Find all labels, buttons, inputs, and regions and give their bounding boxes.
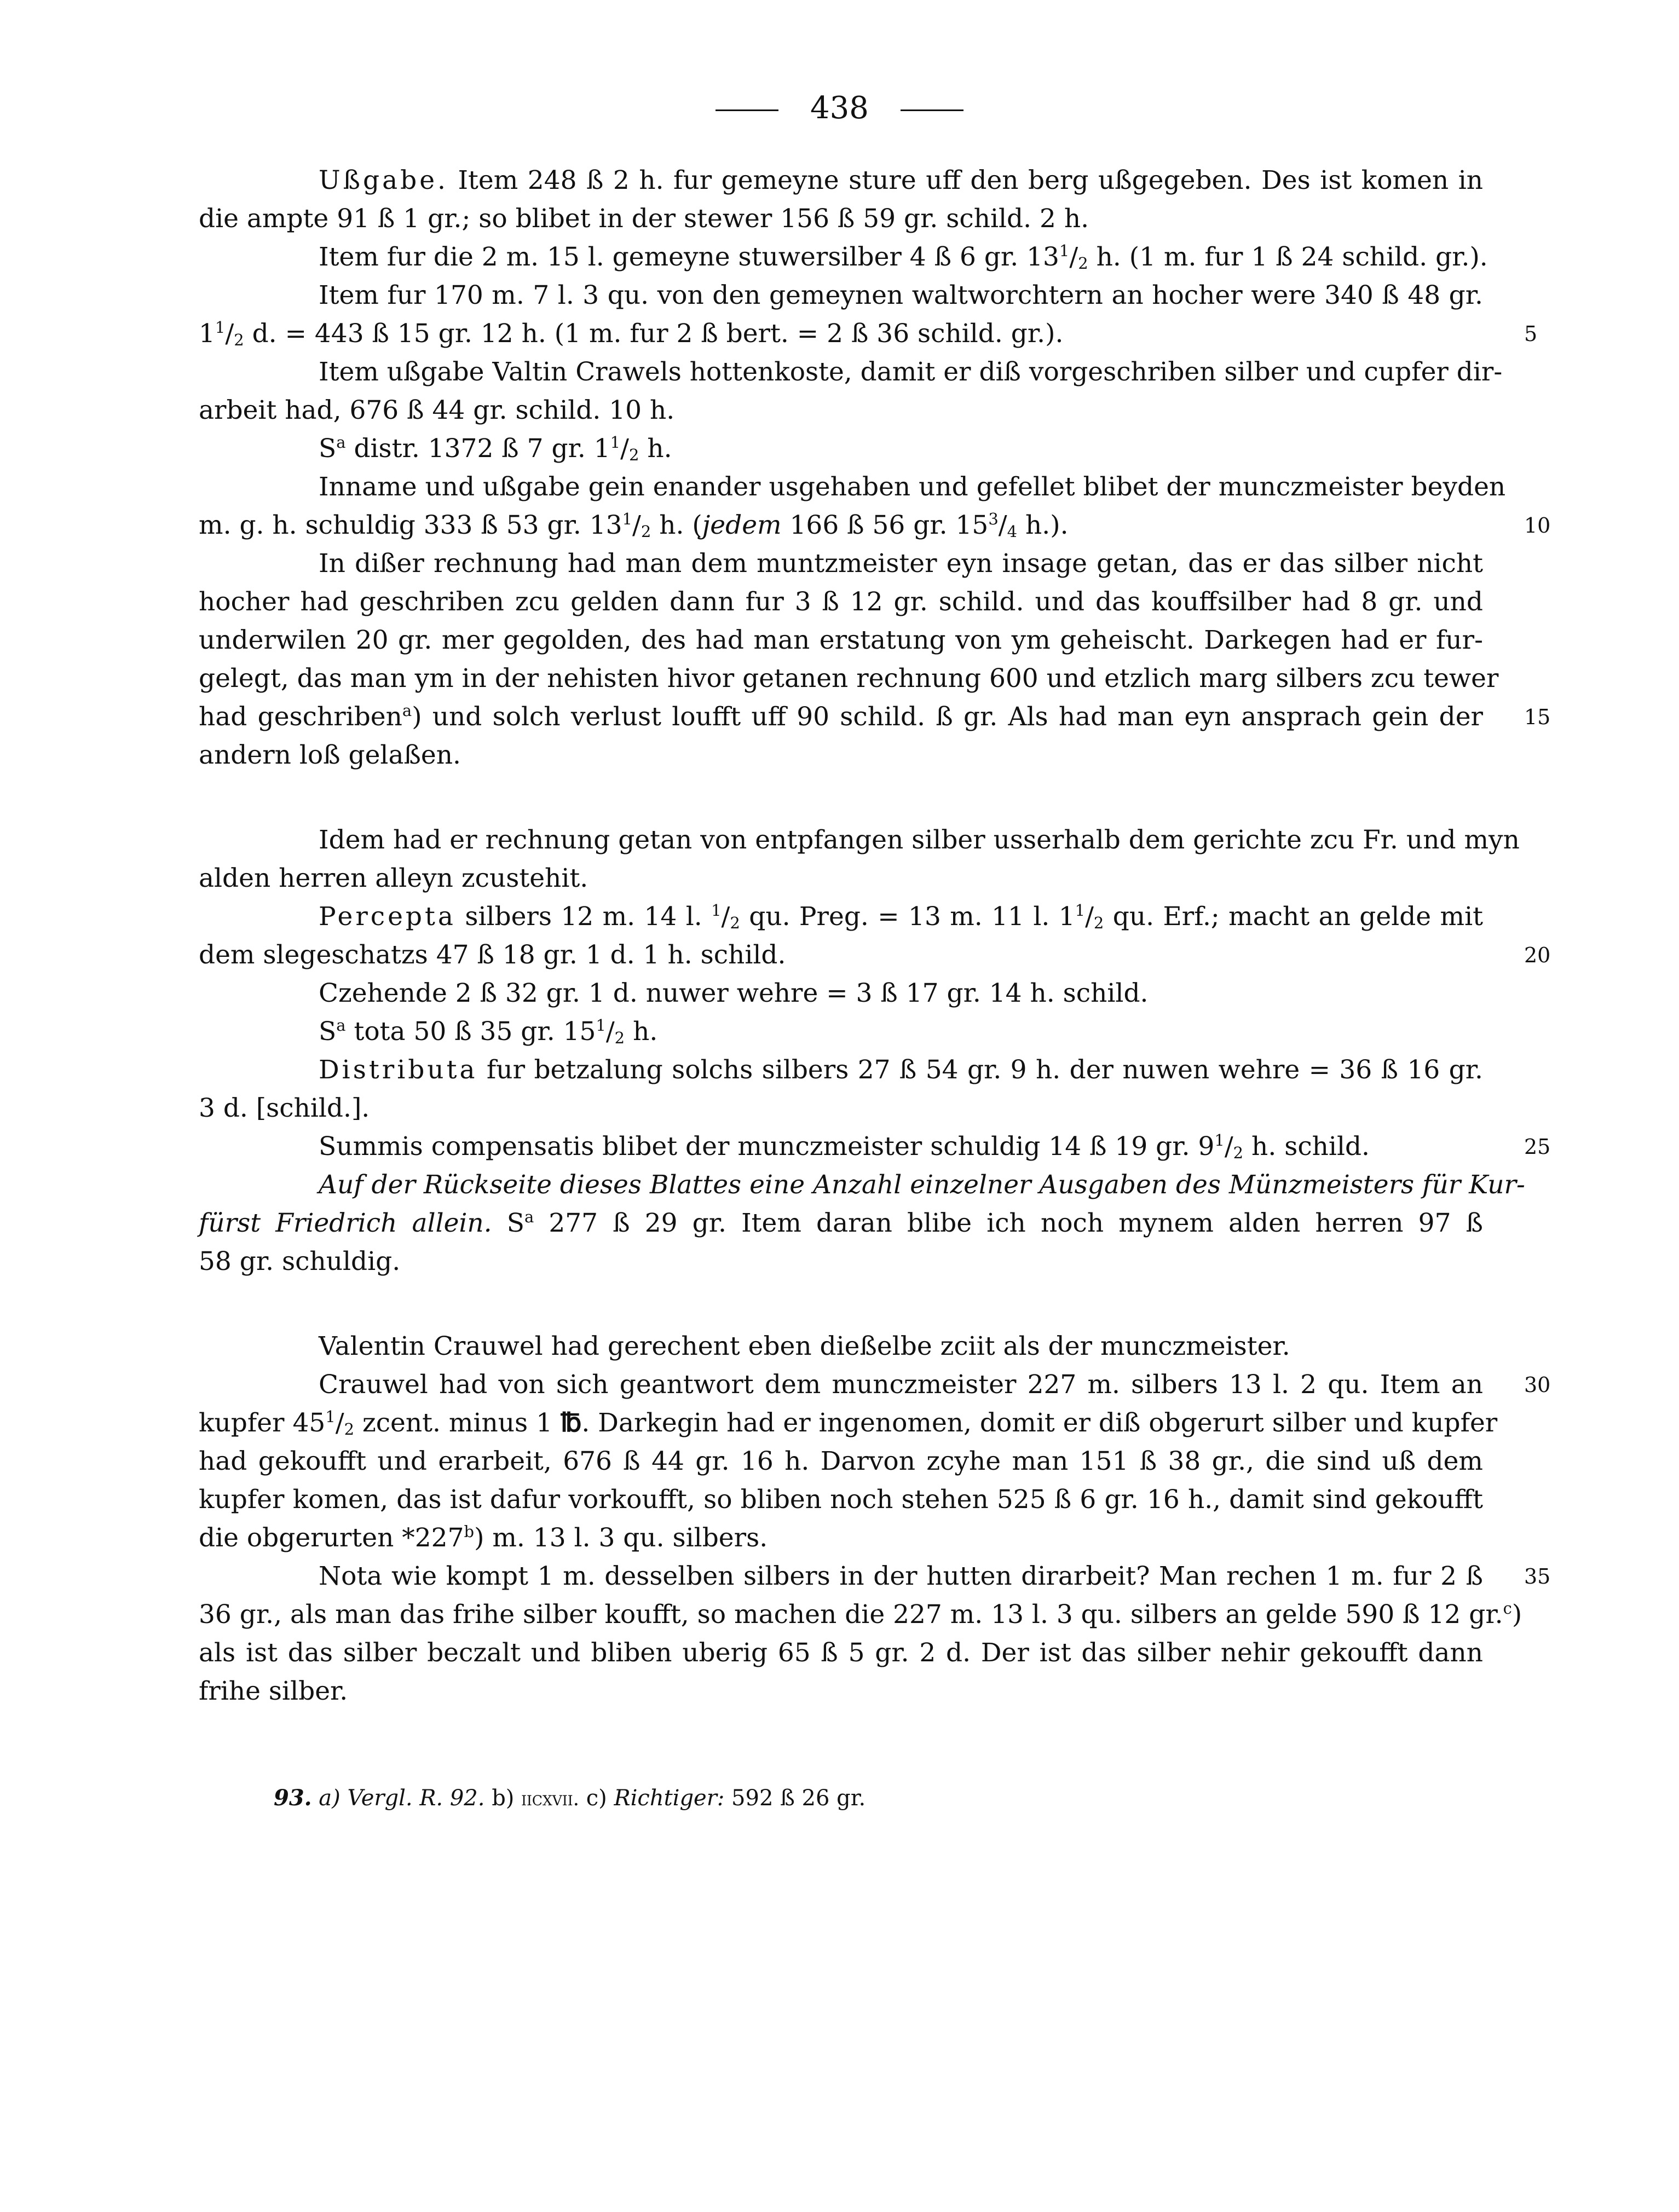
line-text: die obgerurten *227 bbox=[199, 1523, 464, 1553]
text-line: $S^a$ distr. 1372 ß 7 gr. $1^1/_2$ h. bbox=[319, 433, 672, 464]
line-text: zcent. minus 1 bbox=[354, 1408, 561, 1438]
fraction-numerator: 1 bbox=[1059, 241, 1070, 260]
fraction-denominator: 2 bbox=[1233, 1143, 1244, 1162]
fraction-numerator: 1 bbox=[596, 1016, 606, 1035]
text-line: Czehende 2 ß 32 gr. 1 d. nuwer wehre = 3 ß 17 gr. 14 h. schild. bbox=[319, 978, 1149, 1008]
fraction-denominator: 2 bbox=[730, 914, 740, 932]
line-number: 25 bbox=[1524, 1135, 1551, 1159]
text-line: andern loß gelaßen. bbox=[199, 740, 461, 770]
text-line: Item fur die 2 m. 15 l. gemeyne stuwersilber 4 ß 6 gr. $13^1/_2$ h. (1 m. fur 1 ß 24 schild. gr.). bbox=[319, 241, 1488, 273]
text-line: 3 d. [schild.]. bbox=[199, 1093, 370, 1123]
line-text: 1 bbox=[199, 319, 215, 349]
superscript: a bbox=[524, 1208, 534, 1226]
line-text: distr. 1372 ß 7 gr. 1 bbox=[345, 434, 610, 464]
text-line: Percepta silbers 12 m. 14 l. $^1/_2$ qu. Preg. = 13 m. 11 l. $1^1/_2$ qu. Erf.; macht an gelde mit bbox=[319, 901, 1484, 932]
line-text: h. (1 m. fur 1 ß 24 schild. gr.). bbox=[1088, 242, 1488, 272]
text-line: hocher had geschriben zcu gelden dann fur 3 ß 12 gr. schild. und das kouffsilber had 8 gr. und bbox=[199, 587, 1483, 617]
pound-symbol: ℔ bbox=[560, 1408, 582, 1438]
line-text: h. bbox=[625, 1017, 658, 1047]
text-line: Item ußgabe Valtin Crawels hottenkoste, damit er diß vorgeschriben silber und cupfer dir- bbox=[319, 357, 1503, 387]
line-number: 5 bbox=[1524, 322, 1538, 346]
fraction-numerator: 1 bbox=[215, 318, 226, 337]
line-text: m. g. h. schuldig 333 ß 53 gr. 13 bbox=[199, 510, 622, 540]
text-line bbox=[199, 1596, 1522, 1634]
line-text: ) bbox=[1511, 1599, 1522, 1630]
text-line: Summis compensatis blibet der munczmeister schuldig 14 ß 19 gr. $9^1/_2$ h. schild. bbox=[319, 1131, 1370, 1162]
line-text: 36 gr., als man das frihe silber koufft, so machen die 227 m. 13 l. 3 qu. silbers an gelde 590 ß 12 gr. bbox=[199, 1599, 1503, 1630]
fraction-denominator: 2 bbox=[1078, 254, 1088, 273]
text-line: dem slegeschatzs 47 ß 18 gr. 1 d. 1 h. schild. bbox=[199, 940, 786, 970]
superscript: a bbox=[336, 433, 346, 452]
fraction-numerator: 3 bbox=[988, 510, 999, 528]
footnote-c-value: 592 ß 26 gr. bbox=[724, 1786, 866, 1811]
page-header bbox=[0, 90, 1679, 126]
footnote-marker: b bbox=[464, 1522, 475, 1541]
header-rule-left bbox=[716, 109, 778, 111]
text-line bbox=[199, 1204, 1483, 1243]
fraction-numerator: 1 bbox=[622, 510, 632, 528]
fraction-denominator: 2 bbox=[234, 331, 244, 349]
editorial-note: Auf der Rückseite dieses Blattes eine Anzahl einzelner Ausgaben des Münzmeisters für Kur- bbox=[319, 1170, 1525, 1200]
line-text: Item 248 ß 2 h. fur gemeyne sture uff den berg ußgegeben. Des ist komen in bbox=[448, 165, 1483, 195]
fraction-denominator: 2 bbox=[641, 522, 651, 541]
section-keyword: Distributa bbox=[319, 1055, 478, 1085]
text-line: kupfer komen, das ist dafur vorkoufft, so bliben noch stehen 525 ß 6 gr. 16 h., damit sind gekoufft bbox=[199, 1485, 1483, 1515]
text-line: 58 gr. schuldig. bbox=[199, 1246, 401, 1277]
text-line: had gekoufft und erarbeit, 676 ß 44 gr. 16 h. Darvon zcyhe man 151 ß 38 gr., die sind uß dem bbox=[199, 1446, 1483, 1476]
line-text: h. bbox=[639, 434, 672, 464]
text-line: als ist das silber beczalt und bliben uberig 65 ß 5 gr. 2 d. Der ist das silber nehir gekoufft dann bbox=[199, 1638, 1483, 1668]
fraction-numerator: 1 bbox=[610, 433, 621, 452]
text-line: In dißer rechnung had man dem muntzmeister eyn insage getan, das er das silber nicht bbox=[319, 548, 1483, 579]
line-text: fur betzalung solchs silbers 27 ß 54 gr. 9 h. der nuwen wehre = 36 ß 16 gr. bbox=[477, 1055, 1483, 1085]
text-line bbox=[199, 698, 1483, 736]
fraction-denominator: 2 bbox=[344, 1420, 355, 1439]
fraction-numerator: 1 bbox=[1214, 1131, 1225, 1150]
text-line: Idem had er rechnung getan von entpfangen silber usserhalb dem gerichte zcu Fr. und myn bbox=[319, 825, 1520, 855]
text-line: alden herren alleyn zcustehit. bbox=[199, 863, 588, 893]
text-line: gelegt, das man ym in der nehisten hivor getanen rechnung 600 und etzlich marg silbers zcu tewer bbox=[199, 663, 1499, 694]
footnote-c-italic: Richtiger: bbox=[614, 1786, 725, 1811]
line-number: 35 bbox=[1524, 1564, 1551, 1589]
footnote-marker: c bbox=[1503, 1599, 1512, 1618]
text-line bbox=[319, 161, 1483, 200]
text-line: Valentin Crauwel had gerechent eben dießelbe zciit als der munczmeister. bbox=[319, 1331, 1290, 1361]
line-text: h. schild. bbox=[1243, 1131, 1370, 1162]
fraction-denominator: 2 bbox=[1093, 914, 1104, 932]
line-text: h.). bbox=[1017, 510, 1069, 540]
text-line: frihe silber. bbox=[199, 1676, 348, 1706]
line-text: S bbox=[492, 1208, 524, 1238]
line-number: 30 bbox=[1524, 1373, 1551, 1397]
line-text: qu. Erf.; macht an gelde mit bbox=[1104, 902, 1484, 932]
footnote-a: a) Vergl. R. 92. bbox=[311, 1786, 485, 1811]
footnote-b-label: b) bbox=[484, 1786, 522, 1811]
text-line: Inname und ußgabe gein enander usgehaben und gefellet blibet der munczmeister beyden bbox=[319, 472, 1506, 502]
line-number: 20 bbox=[1524, 943, 1551, 967]
fraction-numerator: 1 bbox=[1075, 901, 1086, 920]
superscript: a bbox=[336, 1016, 346, 1035]
fraction-numerator: 1 bbox=[711, 901, 722, 920]
line-text: Summis compensatis blibet der munczmeister schuldig 14 ß 19 gr. 9 bbox=[319, 1131, 1215, 1162]
footnote-marker: a bbox=[402, 701, 412, 720]
line-text: tota 50 ß 35 gr. 15 bbox=[345, 1017, 596, 1047]
footnote-number: 93. bbox=[274, 1785, 312, 1811]
line-text: ) m. 13 l. 3 qu. silbers. bbox=[474, 1523, 768, 1553]
text-line bbox=[199, 1519, 1483, 1557]
line-text: 166 ß 56 gr. 15 bbox=[781, 510, 989, 540]
section-keyword: Percepta bbox=[319, 902, 456, 932]
line-text: h. ( bbox=[651, 510, 702, 540]
line-number: 10 bbox=[1524, 513, 1551, 538]
line-text: qu. Preg. = 13 m. 11 l. 1 bbox=[740, 902, 1075, 932]
text-line: Crauwel had von sich geantwort dem munczmeister 227 m. silbers 13 l. 2 qu. Item an bbox=[319, 1370, 1483, 1400]
section-keyword: Ußgabe. bbox=[319, 165, 448, 195]
text-line: Nota wie kompt 1 m. desselben silbers in der hutten dirarbeit? Man rechen 1 m. fur 2 ß bbox=[319, 1561, 1483, 1591]
fraction-denominator: 4 bbox=[1007, 522, 1018, 541]
line-text: had geschriben bbox=[199, 702, 402, 732]
text-line: m. g. h. schuldig 333 ß 53 gr. $13^1/_2$ h. (jedem 166 ß 56 gr. $15^3/_4$ h.). bbox=[199, 510, 1069, 541]
text-line: die ampte 91 ß 1 gr.; so blibet in der stewer 156 ß 59 gr. schild. 2 h. bbox=[199, 204, 1089, 234]
line-number: 15 bbox=[1524, 705, 1551, 729]
text-line: arbeit had, 676 ß 44 gr. schild. 10 h. bbox=[199, 395, 675, 425]
footnote-c-label: c) bbox=[579, 1786, 614, 1811]
text-line: $S^a$ tota 50 ß 35 gr. $15^1/_2$ h. bbox=[319, 1016, 658, 1047]
line-text: ) und solch verlust loufft uff 90 schild. ß gr. Als had man eyn ansprach gein der bbox=[412, 702, 1483, 732]
line-text: Item fur die 2 m. 15 l. gemeyne stuwersilber 4 ß 6 gr. 13 bbox=[319, 242, 1059, 272]
line-text: 277 ß 29 gr. Item daran blibe ich noch mynem alden herren 97 ß bbox=[534, 1208, 1484, 1238]
fraction-denominator: 2 bbox=[614, 1029, 625, 1047]
line-text: silbers 12 m. 14 l. bbox=[455, 902, 712, 932]
line-text: d. = 443 ß 15 gr. 12 h. (1 m. fur 2 ß bert. = 2 ß 36 schild. gr.). bbox=[244, 319, 1064, 349]
page-number: 438 bbox=[810, 90, 869, 126]
line-text: S bbox=[319, 1017, 337, 1047]
text-line: kupfer $45^1/_2$ zcent. minus 1 ℔. Darkegin had er ingenomen, domit er diß obgerurt silber und kupfer bbox=[199, 1407, 1498, 1439]
line-text: S bbox=[319, 434, 337, 464]
fraction-denominator: 2 bbox=[628, 446, 639, 464]
text-line: underwilen 20 gr. mer gegolden, des had man erstatung von ym geheischt. Darkegen had er fur- bbox=[199, 625, 1483, 655]
italic-text: jedem bbox=[702, 510, 782, 540]
fraction-numerator: 1 bbox=[325, 1407, 336, 1426]
header-rule-right bbox=[901, 109, 963, 111]
text-line: Item fur 170 m. 7 l. 3 qu. von den gemeynen waltworchtern an hocher were 340 ß 48 gr. bbox=[319, 280, 1483, 310]
footnote bbox=[274, 1782, 866, 1816]
text-line: $1^1/_2$ d. = 443 ß 15 gr. 12 h. (1 m. fur 2 ß bert. = 2 ß 36 schild. gr.). bbox=[199, 318, 1064, 349]
text-line bbox=[319, 1051, 1483, 1089]
italic-text: fürst Friedrich allein. bbox=[199, 1208, 492, 1238]
footnote-b-value: iicxvii. bbox=[521, 1788, 580, 1810]
line-text: . Darkegin had er ingenomen, domit er diß obgerurt silber und kupfer bbox=[581, 1408, 1498, 1438]
line-text: kupfer 45 bbox=[199, 1408, 326, 1438]
